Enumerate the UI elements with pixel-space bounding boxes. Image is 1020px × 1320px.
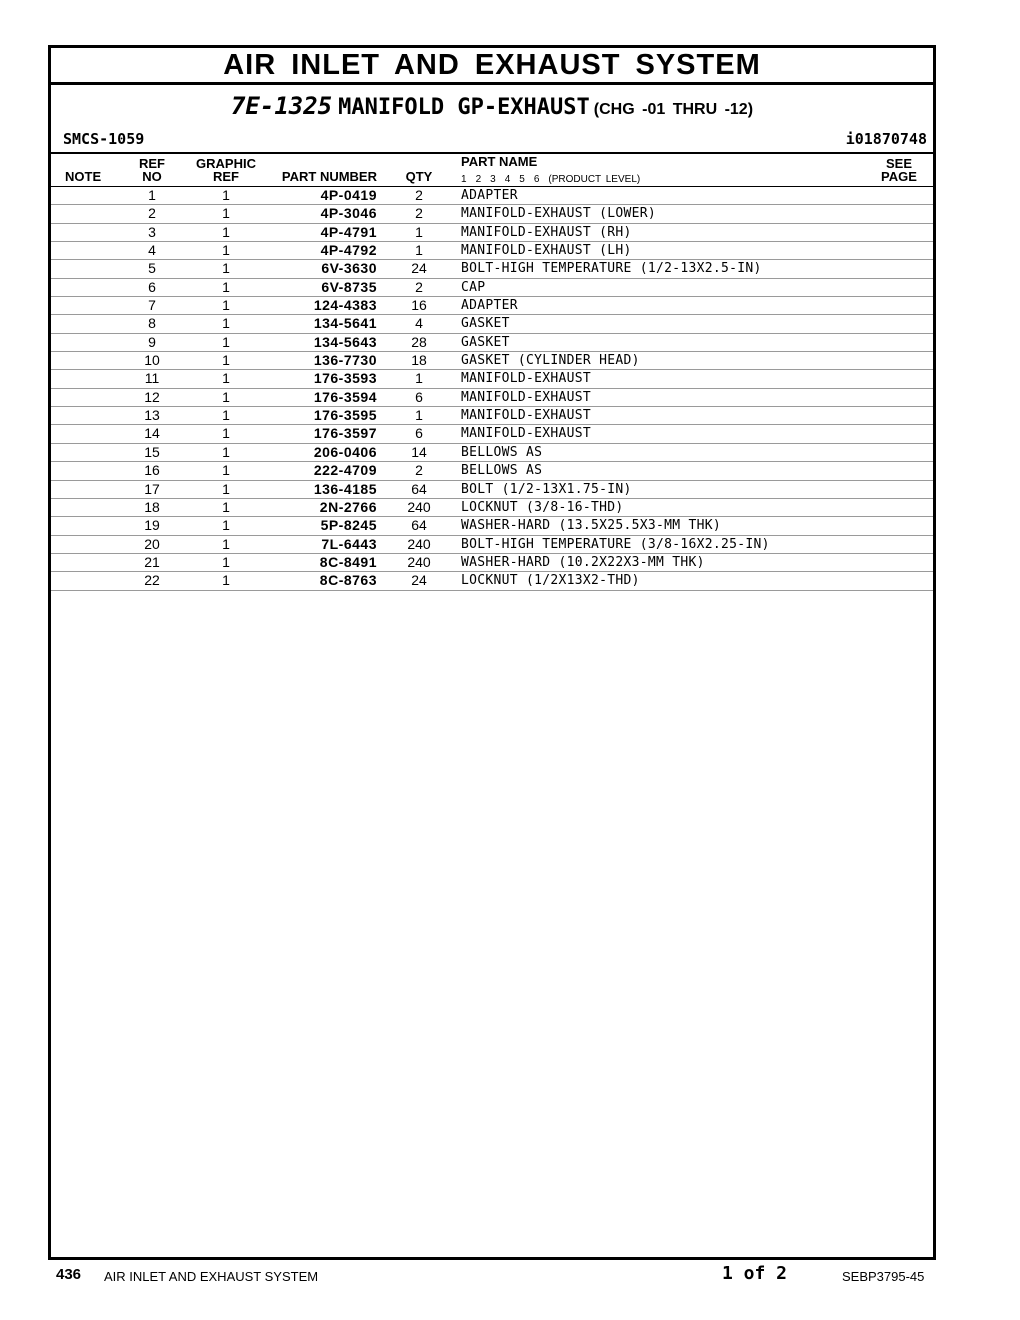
table-row: [51, 481, 933, 499]
quantity: 16: [411, 297, 427, 314]
level-1: 1: [461, 174, 467, 185]
part-number[interactable]: 124-4383: [313, 297, 377, 314]
ref-number: 9: [148, 333, 156, 350]
ref-number: 2: [148, 205, 156, 222]
ref-number: 8: [148, 315, 156, 332]
quantity: 240: [407, 498, 431, 515]
quantity: 24: [411, 572, 427, 589]
group-subtitle: [51, 92, 933, 120]
quantity: 24: [411, 260, 427, 277]
part-name: LOCKNUT (3/8-16-THD): [461, 499, 624, 515]
graphic-ref: 1: [222, 278, 230, 295]
col-ref-top: REF: [139, 156, 165, 171]
illustration-id: i01870748: [845, 130, 927, 148]
graphic-ref: 1: [222, 517, 230, 534]
ref-number: 11: [144, 370, 160, 387]
col-qty: QTY: [405, 169, 433, 184]
ref-number: 6: [148, 278, 156, 295]
ref-number: 15: [144, 443, 160, 460]
graphic-ref: 1: [222, 572, 230, 589]
col-graphic-bottom: REF: [213, 169, 239, 184]
level-4: 4: [504, 174, 511, 185]
quantity: 64: [411, 517, 427, 534]
col-graphic-top: GRAPHIC: [196, 156, 256, 171]
part-number[interactable]: 4P-4792: [320, 242, 377, 259]
quantity: 240: [407, 535, 431, 552]
ref-number: 3: [148, 223, 156, 240]
ref-number: 14: [144, 425, 160, 442]
part-name: BOLT-HIGH TEMPERATURE (3/8-16X2.25-IN): [461, 536, 770, 552]
quantity: 2: [415, 187, 423, 203]
part-number[interactable]: 8C-8491: [319, 553, 377, 570]
quantity: 240: [407, 553, 431, 570]
quantity: 6: [415, 425, 423, 442]
col-note: NOTE: [65, 169, 102, 184]
quantity: 1: [415, 223, 423, 240]
graphic-ref: 1: [222, 388, 230, 405]
graphic-ref: 1: [222, 333, 230, 350]
product-levels: [461, 174, 649, 185]
graphic-ref: 1: [222, 297, 230, 314]
table-row: [51, 517, 933, 535]
part-name: MANIFOLD-EXHAUST: [461, 426, 592, 442]
graphic-ref: 1: [222, 462, 230, 479]
graphic-ref: 1: [222, 425, 230, 442]
table-row: [51, 389, 933, 407]
part-name: MANIFOLD-EXHAUST: [461, 408, 592, 424]
group-name: MANIFOLD GP-EXHAUST: [338, 95, 590, 120]
part-name: MANIFOLD-EXHAUST: [461, 371, 592, 387]
ref-number: 17: [144, 480, 160, 497]
part-name: GASKET: [461, 316, 510, 332]
table-row: [51, 279, 933, 297]
graphic-ref: 1: [222, 535, 230, 552]
part-number[interactable]: 8C-8763: [319, 572, 377, 589]
part-number[interactable]: 6V-3630: [321, 260, 377, 277]
part-name: MANIFOLD-EXHAUST (LOWER): [461, 206, 657, 222]
level-6: 6: [533, 174, 540, 185]
part-name: GASKET (CYLINDER HEAD): [461, 353, 640, 369]
footer-sheet: 1 of 2: [722, 1263, 788, 1284]
quantity: 28: [411, 333, 427, 350]
product-level-label: (PRODUCT LEVEL): [548, 174, 641, 185]
part-name: BOLT-HIGH TEMPERATURE (1/2-13X2.5-IN): [461, 261, 762, 277]
part-name: LOCKNUT (1/2X13X2-THD): [461, 573, 640, 589]
graphic-ref: 1: [222, 242, 230, 259]
col-ref-bottom: NO: [142, 169, 162, 184]
table-row: [51, 205, 933, 223]
col-see-bottom: PAGE: [881, 169, 917, 184]
ref-number: 10: [144, 352, 160, 369]
parts-page-frame: [48, 45, 936, 1260]
table-row: [51, 334, 933, 352]
part-number[interactable]: 2N-2766: [319, 498, 377, 515]
ref-number: 20: [144, 535, 160, 552]
table-row: [51, 370, 933, 388]
table-row: [51, 187, 933, 205]
graphic-ref: 1: [222, 498, 230, 515]
page-title: AIR INLET AND EXHAUST SYSTEM: [51, 48, 933, 85]
graphic-ref: 1: [222, 480, 230, 497]
part-name: ADAPTER: [461, 188, 518, 203]
col-part-name: PART NAME: [461, 154, 538, 169]
part-number[interactable]: 176-3597: [313, 425, 377, 442]
level-3: 3: [490, 174, 496, 185]
quantity: 14: [411, 443, 427, 460]
quantity: 18: [411, 352, 427, 369]
ref-number: 4: [148, 242, 156, 259]
table-row: [51, 224, 933, 242]
smcs-code: SMCS-1059: [63, 130, 145, 148]
part-number[interactable]: 176-3594: [313, 388, 377, 405]
col-part-number: PART NUMBER: [281, 169, 377, 184]
graphic-ref: 1: [222, 443, 230, 460]
quantity: 4: [415, 315, 423, 332]
ref-number: 7: [148, 297, 156, 314]
part-number[interactable]: 6V-8735: [321, 278, 377, 295]
table-row: [51, 425, 933, 443]
level-5: 5: [519, 174, 525, 185]
graphic-ref: 1: [222, 352, 230, 369]
part-name: MANIFOLD-EXHAUST (LH): [461, 243, 632, 259]
graphic-ref: 1: [222, 223, 230, 240]
part-number[interactable]: 134-5643: [313, 333, 377, 350]
table-row: [51, 572, 933, 590]
part-name: ADAPTER: [461, 298, 518, 314]
part-name: MANIFOLD-EXHAUST (RH): [461, 224, 632, 240]
part-number[interactable]: 136-7730: [313, 352, 377, 369]
part-name: BELLOWS AS: [461, 463, 543, 479]
table-row: [51, 444, 933, 462]
ref-number: 5: [148, 260, 156, 277]
table-row: [51, 260, 933, 278]
quantity: 1: [415, 407, 423, 424]
table-row: [51, 315, 933, 333]
ref-number: 18: [144, 498, 160, 515]
part-number[interactable]: 4P-3046: [320, 205, 377, 222]
part-name: GASKET: [461, 334, 510, 350]
part-name: CAP: [461, 279, 486, 295]
part-number[interactable]: 4P-4791: [320, 223, 377, 240]
ref-number: 21: [144, 553, 160, 570]
table-row: [51, 352, 933, 370]
quantity: 6: [415, 388, 423, 405]
part-name: MANIFOLD-EXHAUST: [461, 389, 592, 405]
group-number[interactable]: 7E-1325: [230, 92, 333, 120]
quantity: 2: [415, 205, 423, 222]
ref-number: 22: [144, 572, 160, 589]
footer-document-id: SEBP3795-45: [842, 1269, 925, 1284]
parts-table: [51, 187, 933, 591]
level-2: 2: [475, 174, 482, 185]
ref-number: 19: [144, 517, 160, 534]
graphic-ref: 1: [222, 315, 230, 332]
part-number[interactable]: 206-0406: [313, 443, 377, 460]
graphic-ref: 1: [222, 370, 230, 387]
part-number[interactable]: 176-3595: [313, 407, 377, 424]
part-name: BELLOWS AS: [461, 444, 543, 460]
ref-number: 16: [144, 462, 160, 479]
quantity: 64: [411, 480, 427, 497]
part-number[interactable]: 5P-8245: [320, 517, 377, 534]
part-number[interactable]: 222-4709: [313, 462, 377, 479]
part-number[interactable]: 176-3593: [313, 370, 377, 387]
table-row: [51, 407, 933, 425]
quantity: 1: [415, 242, 423, 259]
table-row: [51, 242, 933, 260]
ref-number: 12: [144, 388, 160, 405]
part-number[interactable]: 7L-6443: [321, 535, 377, 552]
part-name: BOLT (1/2-13X1.75-IN): [461, 481, 632, 497]
quantity: 2: [415, 462, 423, 479]
graphic-ref: 1: [222, 260, 230, 277]
table-row: [51, 297, 933, 315]
part-number[interactable]: 136-4185: [313, 480, 377, 497]
graphic-ref: 1: [222, 553, 230, 570]
graphic-ref: 1: [222, 407, 230, 424]
graphic-ref: 1: [222, 205, 230, 222]
ref-number: 13: [144, 407, 160, 424]
footer-page-number: 436: [56, 1266, 82, 1283]
table-row: [51, 536, 933, 554]
table-row: [51, 554, 933, 572]
part-name: WASHER-HARD (10.2X22X3-MM THK): [461, 554, 705, 570]
col-see-top: SEE: [885, 156, 912, 171]
change-range: (CHG -01 THRU -12): [593, 101, 754, 118]
quantity: 1: [415, 370, 423, 387]
part-name: WASHER-HARD (13.5X25.5X3-MM THK): [461, 518, 722, 534]
part-number[interactable]: 4P-0419: [320, 187, 377, 203]
table-row: [51, 499, 933, 517]
table-row: [51, 462, 933, 480]
part-number[interactable]: 134-5641: [313, 315, 377, 332]
ref-number: 1: [148, 187, 156, 203]
graphic-ref: 1: [222, 187, 230, 203]
footer-section: AIR INLET AND EXHAUST SYSTEM: [104, 1269, 319, 1284]
quantity: 2: [415, 278, 423, 295]
